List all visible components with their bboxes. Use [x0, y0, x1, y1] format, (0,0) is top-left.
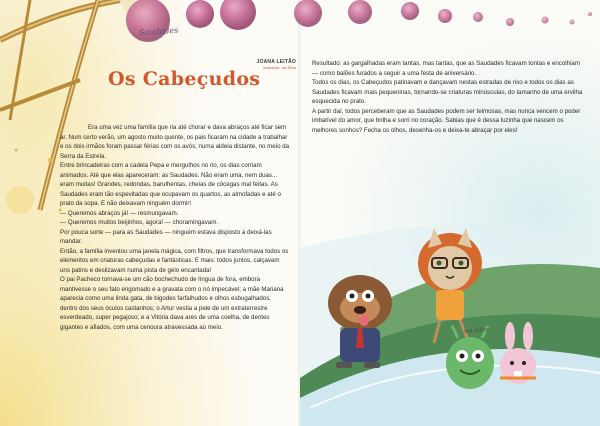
saudade-balloon [401, 2, 419, 20]
left-column-text [60, 123, 290, 332]
saudade-balloon [294, 0, 322, 27]
story-title: Os Cabeçudos [108, 68, 261, 90]
paragraph: — Queremos muitos beijinhos, agora! — choramingavam. [60, 219, 219, 226]
saudade-balloon [220, 0, 256, 30]
cabecudos-illustration [300, 208, 600, 426]
illustrator-signature: isa silva [463, 326, 489, 335]
paragraph: Entre brincadeiras com a cadela Pepa e mergulhos no rio, os dias corriam animados. Até que elas apareceram: as Saudades. Não eram uma, nem duas... eram muitas! Grandes, redondas, barulhentas, cheias de cócegas mal feitas. As Saudades eram tão espevitadas que ocupavam os quartos, as almofadas e até o prato da sopa. E não deixavam ninguém dormir! [60, 162, 281, 207]
saudades-handwritten-label: Saudades [138, 25, 179, 38]
paragraph: Então, a família inventou uma janela mágica, com filtros, que transformava todos os elementos em criaturas cabeçudas e fantásticas. E mais: todos juntos, calçavam uns patins e deslizavam numa pista de gelo encantada! [60, 247, 289, 274]
saudade-balloon [588, 12, 592, 16]
illustrator-credit: Ilustração: Isa Silva [263, 66, 296, 70]
saudade-balloon [570, 20, 575, 25]
saudade-balloon [438, 9, 452, 23]
paragraph: — Queremos abraços já! — resmungavam. [60, 209, 179, 217]
saudade-balloon [473, 12, 483, 22]
paragraph: Era uma vez uma família que ria até chorar e dava abraços até ficar sem ar. Num certo verão, um agosto muito quente, os pais ficaram na cidade a trabalhar e os dois irmãos foram passar férias com os avós, numa aldeia distante, no meio da Serra da Estrela. [60, 124, 290, 160]
paragraph: Resultado: as gargalhadas eram tantas, mas tantas, que as Saudades ficavam tontas e encolhiam — como balões furados a seguir a uma festa de aniversário. [312, 60, 580, 77]
paragraph: O pai Pacheco tornava-se um cão bochechudo de língua de fora, embora mantivesse o seu fato engomado e a gravata com o nó impecável; a mãe Mariana aparecia como uma linda gata, de bigodes farfalhudos e olhos esbugalhados, dentro dos seus óculos castanhos; o Artur vestia a pele de um extraterrestre esverdeado, super pegajoso; e a Vitória dava ares de uma coelha, de dentes gigantes e afiados, com uma cenoura atravessada ao meio. [60, 276, 284, 331]
saudade-balloon [542, 17, 549, 24]
paragraph: A partir daí, todos perceberam que as Saudades podem ser teimosas, mas nunca vencem o poder imbatível do amor, que brilha e sorri no coração. Sabias que é dessa luzinha que nascem os melhores sonhos? Fecha os olhos, desenha-os e deixa-te abraçar por eles! [312, 107, 581, 134]
author-name: JOANA LEITÃO [256, 59, 296, 65]
right-column-text [312, 59, 585, 135]
saudade-balloon [506, 18, 514, 26]
saudade-balloon [186, 0, 214, 28]
saudade-balloon [348, 0, 372, 24]
paragraph: Todos os dias, os Cabeçudos patinavam e dançavam nestas estradas de riso e todos os dias as Saudades ficavam mais pequeninas, tornando-se criaturas minúsculas, do tamanho de uma ervilha esquecida no prato. [312, 79, 583, 105]
paragraph: Por pouca sorte — para as Saudades — ninguém estava disposto a deixá-las mandar. [60, 228, 272, 245]
